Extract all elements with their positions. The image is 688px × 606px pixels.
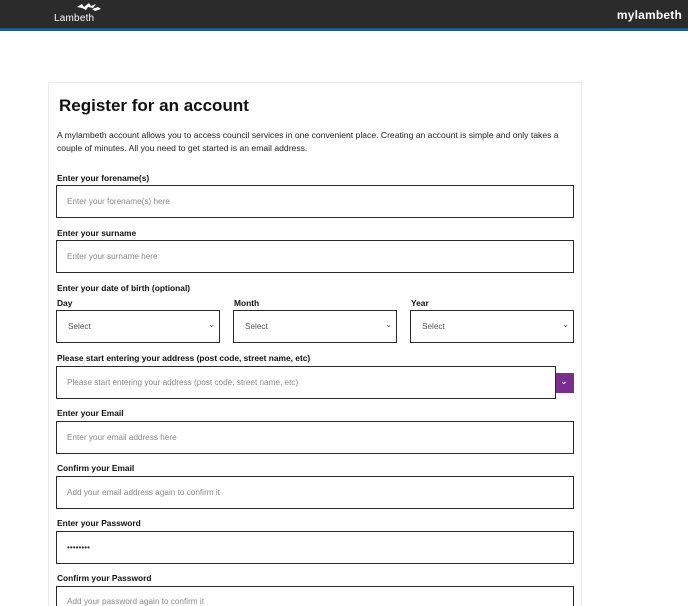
confirm-password-label: Confirm your Password (57, 573, 152, 583)
dob-day-value: Select (68, 322, 91, 331)
logo-text: Lambeth (54, 13, 95, 24)
address-field-box (56, 366, 556, 399)
dob-year-label: Year (411, 298, 429, 308)
forename-field-box (56, 185, 574, 218)
email-label: Enter your Email (57, 408, 124, 418)
forename-label: Enter your forename(s) (57, 173, 150, 183)
forename-input[interactable] (57, 186, 573, 217)
dob-year-select[interactable] (410, 310, 574, 343)
surname-field-box (56, 240, 574, 273)
password-field-box (56, 531, 574, 564)
surname-label: Enter your surname (57, 228, 137, 238)
email-field-box (56, 421, 574, 454)
top-bar (0, 0, 688, 28)
page-title: Register for an account (59, 96, 249, 115)
dob-label: Enter your date of birth (optional) (57, 283, 191, 293)
confirm-email-field-box (56, 476, 574, 509)
dob-month-select[interactable] (233, 310, 397, 343)
lambeth-logo-icon (76, 2, 102, 13)
address-dropdown-button[interactable] (556, 373, 574, 393)
intro-text: A mylambeth account allows you to access council services in one convenient place. Creating an account is simple and only takes a couple of minutes. All you need to get started is an email address. (57, 130, 559, 153)
dob-month-label: Month (234, 298, 260, 308)
chevron-down-icon: ⌄ (208, 320, 215, 329)
header-accent-line (0, 28, 688, 31)
brand-name[interactable]: mylambeth (616, 8, 682, 22)
confirm-email-input[interactable] (57, 477, 573, 508)
dob-day-select[interactable] (56, 310, 220, 343)
chevron-down-icon: ⌄ (562, 320, 569, 329)
address-input[interactable] (57, 367, 555, 398)
address-label: Please start entering your address (post code, street name, etc) (57, 353, 311, 363)
confirm-password-field-box (56, 586, 574, 606)
password-label: Enter your Password (57, 518, 141, 528)
dob-day-label: Day (57, 298, 73, 308)
confirm-password-input[interactable] (57, 587, 573, 606)
surname-input[interactable] (57, 241, 573, 272)
lambeth-logo[interactable] (54, 2, 114, 26)
chevron-down-icon: ⌄ (560, 376, 568, 386)
password-input[interactable] (57, 532, 573, 563)
chevron-down-icon: ⌄ (385, 320, 392, 329)
dob-year-value: Select (422, 322, 445, 331)
dob-month-value: Select (245, 322, 268, 331)
email-input[interactable] (57, 422, 573, 453)
confirm-email-label: Confirm your Email (57, 463, 135, 473)
